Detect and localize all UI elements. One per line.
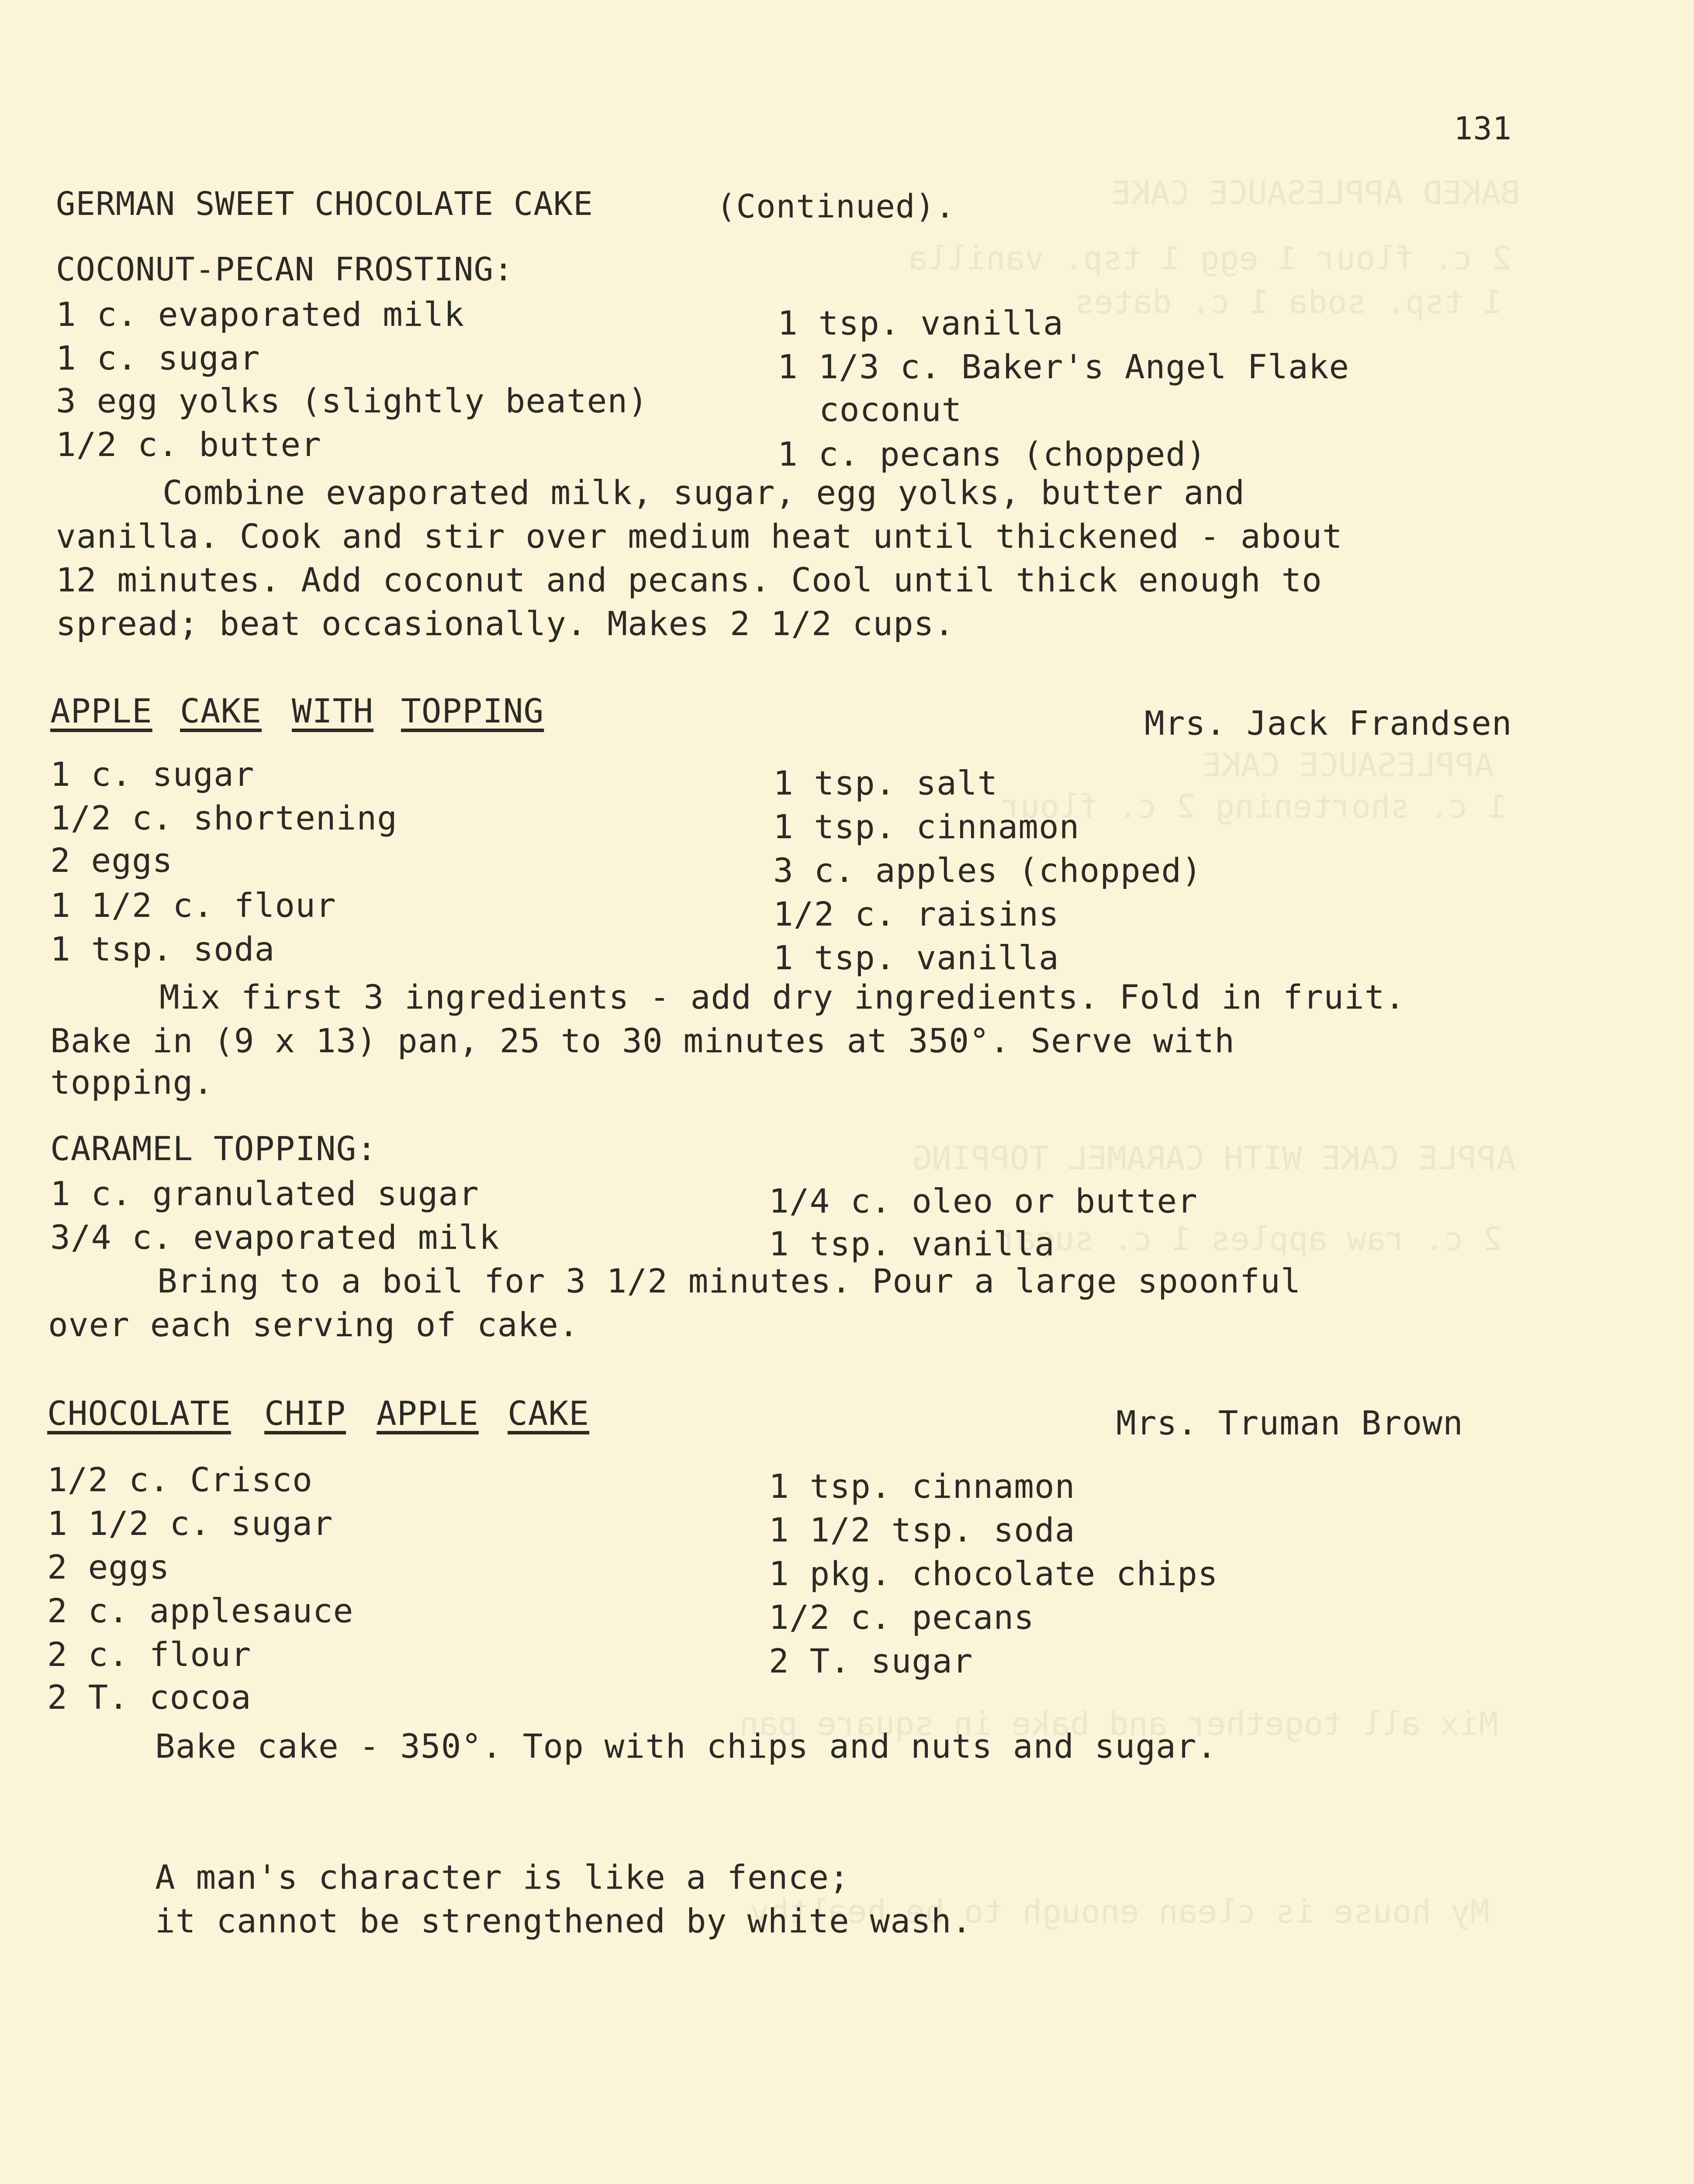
- ingredient: 2 T. sugar: [769, 1641, 973, 1680]
- ingredient: 1 tsp. vanilla: [773, 938, 1059, 977]
- ingredient: 1 tsp. soda: [50, 930, 275, 968]
- ingredient: 1 1/2 c. flour: [50, 886, 336, 925]
- ingredient: 3/4 c. evaporated milk: [50, 1218, 500, 1257]
- directions-line: vanilla. Cook and stir over medium heat until thickened - about: [56, 517, 1343, 556]
- recipe-author: Mrs. Truman Brown: [1116, 1403, 1463, 1442]
- title-word: APPLE: [377, 1394, 479, 1433]
- ingredient: 3 c. apples (chopped): [773, 851, 1202, 890]
- page-number: 131: [1454, 110, 1512, 147]
- ingredient: 1/2 c. pecans: [769, 1598, 1034, 1637]
- ingredient: 3 egg yolks (slightly beaten): [56, 381, 648, 420]
- ingredient: 1 tsp. vanilla: [769, 1224, 1055, 1263]
- title-word: CHIP: [264, 1394, 346, 1433]
- title-word: WITH: [292, 691, 374, 730]
- directions-line: topping.: [50, 1063, 214, 1102]
- directions-line: Bake in (9 x 13) pan, 25 to 30 minutes at 350°. Serve with: [50, 1021, 1235, 1060]
- ingredient: 1/2 c. Crisco: [47, 1460, 313, 1499]
- directions-line: Bake cake - 350°. Top with chips and nuts and sugar.: [155, 1727, 1217, 1766]
- ingredient: 1 tsp. cinnamon: [769, 1467, 1075, 1506]
- ingredient: 2 c. flour: [47, 1635, 252, 1674]
- ingredient: 1/4 c. oleo or butter: [769, 1182, 1198, 1220]
- ingredient: 1 tsp. cinnamon: [773, 807, 1080, 846]
- ingredient: 1 c. pecans (chopped): [778, 435, 1207, 473]
- ingredient: 1 tsp. vanilla: [778, 304, 1064, 342]
- ingredient: 2 eggs: [47, 1548, 170, 1586]
- ingredient: 1 c. sugar: [50, 755, 255, 794]
- directions-line: Mix first 3 ingredients - add dry ingredients. Fold in fruit.: [159, 978, 1406, 1016]
- quote-line: it cannot be strengthened by white wash.: [155, 1901, 972, 1940]
- ingredient: 2 c. applesauce: [47, 1591, 354, 1630]
- ingredient: 1 1/2 c. sugar: [47, 1504, 333, 1543]
- german-cake-title: GERMAN SWEET CHOCOLATE CAKE: [56, 185, 593, 223]
- frosting-title: COCONUT-PECAN FROSTING:: [56, 251, 514, 288]
- ingredient: 1 c. granulated sugar: [50, 1174, 479, 1213]
- title-word: CAKE: [508, 1394, 590, 1433]
- continued-label: (Continued).: [716, 188, 955, 225]
- recipe-page: BAKED APPLESAUCE CAKE 2 c. flour 1 egg 1 tsp. vanilla 1 tsp. soda 1 c. dates APPLESAUCE CAKE 1 c. shortening 2 c. flour APPLE CAKE WITH CARAMEL TOPPING 2 c. raw apples 1 c. sugar Mix all together and bake in square pan My house is clean enough to be healthy 131 GERMAN SWEET CHOCOLATE CAKE (Continued). COCONUT-PECAN FROSTING: 1 c. evaporated milk 1 c. sugar 3 egg yolks (slightly beaten) 1/2 c. butter 1 tsp. vanilla 1 1/3 c. Baker's Angel Flake coconut 1 c. pecans (chopped) Combine evaporated milk, sugar, egg yolks, butter and vanilla. Cook and stir over medium heat until thickened - about 12 minutes. Add coconut and pecans. Cool until thick enough to spread; beat occasionally. Makes 2 1/2 cups. APPLE CAKE WITH TOPPING Mrs. Jack Frandsen 1 c. sugar 1/2 c. shortening 2 eggs 1 1/2 c. flour 1 tsp. soda 1 tsp. salt 1 tsp. cinnamon 3 c. apples (chopped) 1/2 c. raisins 1 tsp. vanilla Mix first 3 ingredients - add dry ingredients. Fold in fruit. Bake in (9 x 13) pan, 25 to 30 minutes at 350°. Serve with topping. CARAMEL TOPPING: 1 c. granulated sugar 3/4 c. evaporated milk 1/4 c. oleo or butter 1 tsp. vanilla Bring to a boil for 3 1/2 minutes. Pour a large spoonful over each serving of cake. CHOCOLATE CHIP APPLE CAKE Mrs. Truman Brown 1/2 c. Crisco 1 1/2 c. sugar 2 eggs 2 c. applesauce 2 c. flour 2 T. cocoa 1 tsp. cinnamon 1 1/2 tsp. soda 1 pkg. chocolate chips 1/2 c. pecans 2 T. sugar Bake cake - 350°. Top with chips and nuts and sugar. A man's character is like a fence; it cannot be strengthened by white wash.: [47, 110, 1520, 1940]
- title-word: APPLE: [50, 691, 152, 730]
- directions-line: Combine evaporated milk, sugar, egg yolks, butter and: [162, 473, 1245, 512]
- recipe-author: Mrs. Jack Frandsen: [1144, 704, 1512, 743]
- ingredient: 1/2 c. raisins: [773, 895, 1059, 933]
- ingredient: 2 eggs: [50, 841, 173, 880]
- caramel-title: CARAMEL TOPPING:: [50, 1129, 377, 1168]
- ingredient: 1/2 c. butter: [56, 425, 322, 464]
- directions-line: Bring to a boil for 3 1/2 minutes. Pour a large spoonful: [157, 1261, 1301, 1300]
- title-word: CAKE: [180, 691, 262, 730]
- ingredient: 1 pkg. chocolate chips: [769, 1554, 1218, 1593]
- ingredient: 1/2 c. shortening: [50, 798, 398, 837]
- ingredient: 1 tsp. salt: [773, 764, 998, 802]
- ingredient: 1 1/2 tsp. soda: [769, 1510, 1075, 1549]
- title-word: TOPPING: [401, 691, 544, 730]
- ingredient: 1 1/3 c. Baker's Angel Flake: [778, 347, 1350, 386]
- directions-line: 12 minutes. Add coconut and pecans. Cool until thick enough to: [56, 560, 1322, 599]
- ingredient: 2 T. cocoa: [47, 1678, 252, 1717]
- ingredient: 1 c. evaporated milk: [56, 295, 465, 334]
- directions-line: spread; beat occasionally. Makes 2 1/2 cups.: [56, 604, 955, 643]
- ingredient: 1 c. sugar: [56, 339, 260, 377]
- title-word: CHOCOLATE: [47, 1394, 231, 1433]
- quote-line: A man's character is like a fence;: [155, 1858, 850, 1897]
- ingredient: coconut: [819, 390, 962, 429]
- directions-line: over each serving of cake.: [48, 1305, 579, 1344]
